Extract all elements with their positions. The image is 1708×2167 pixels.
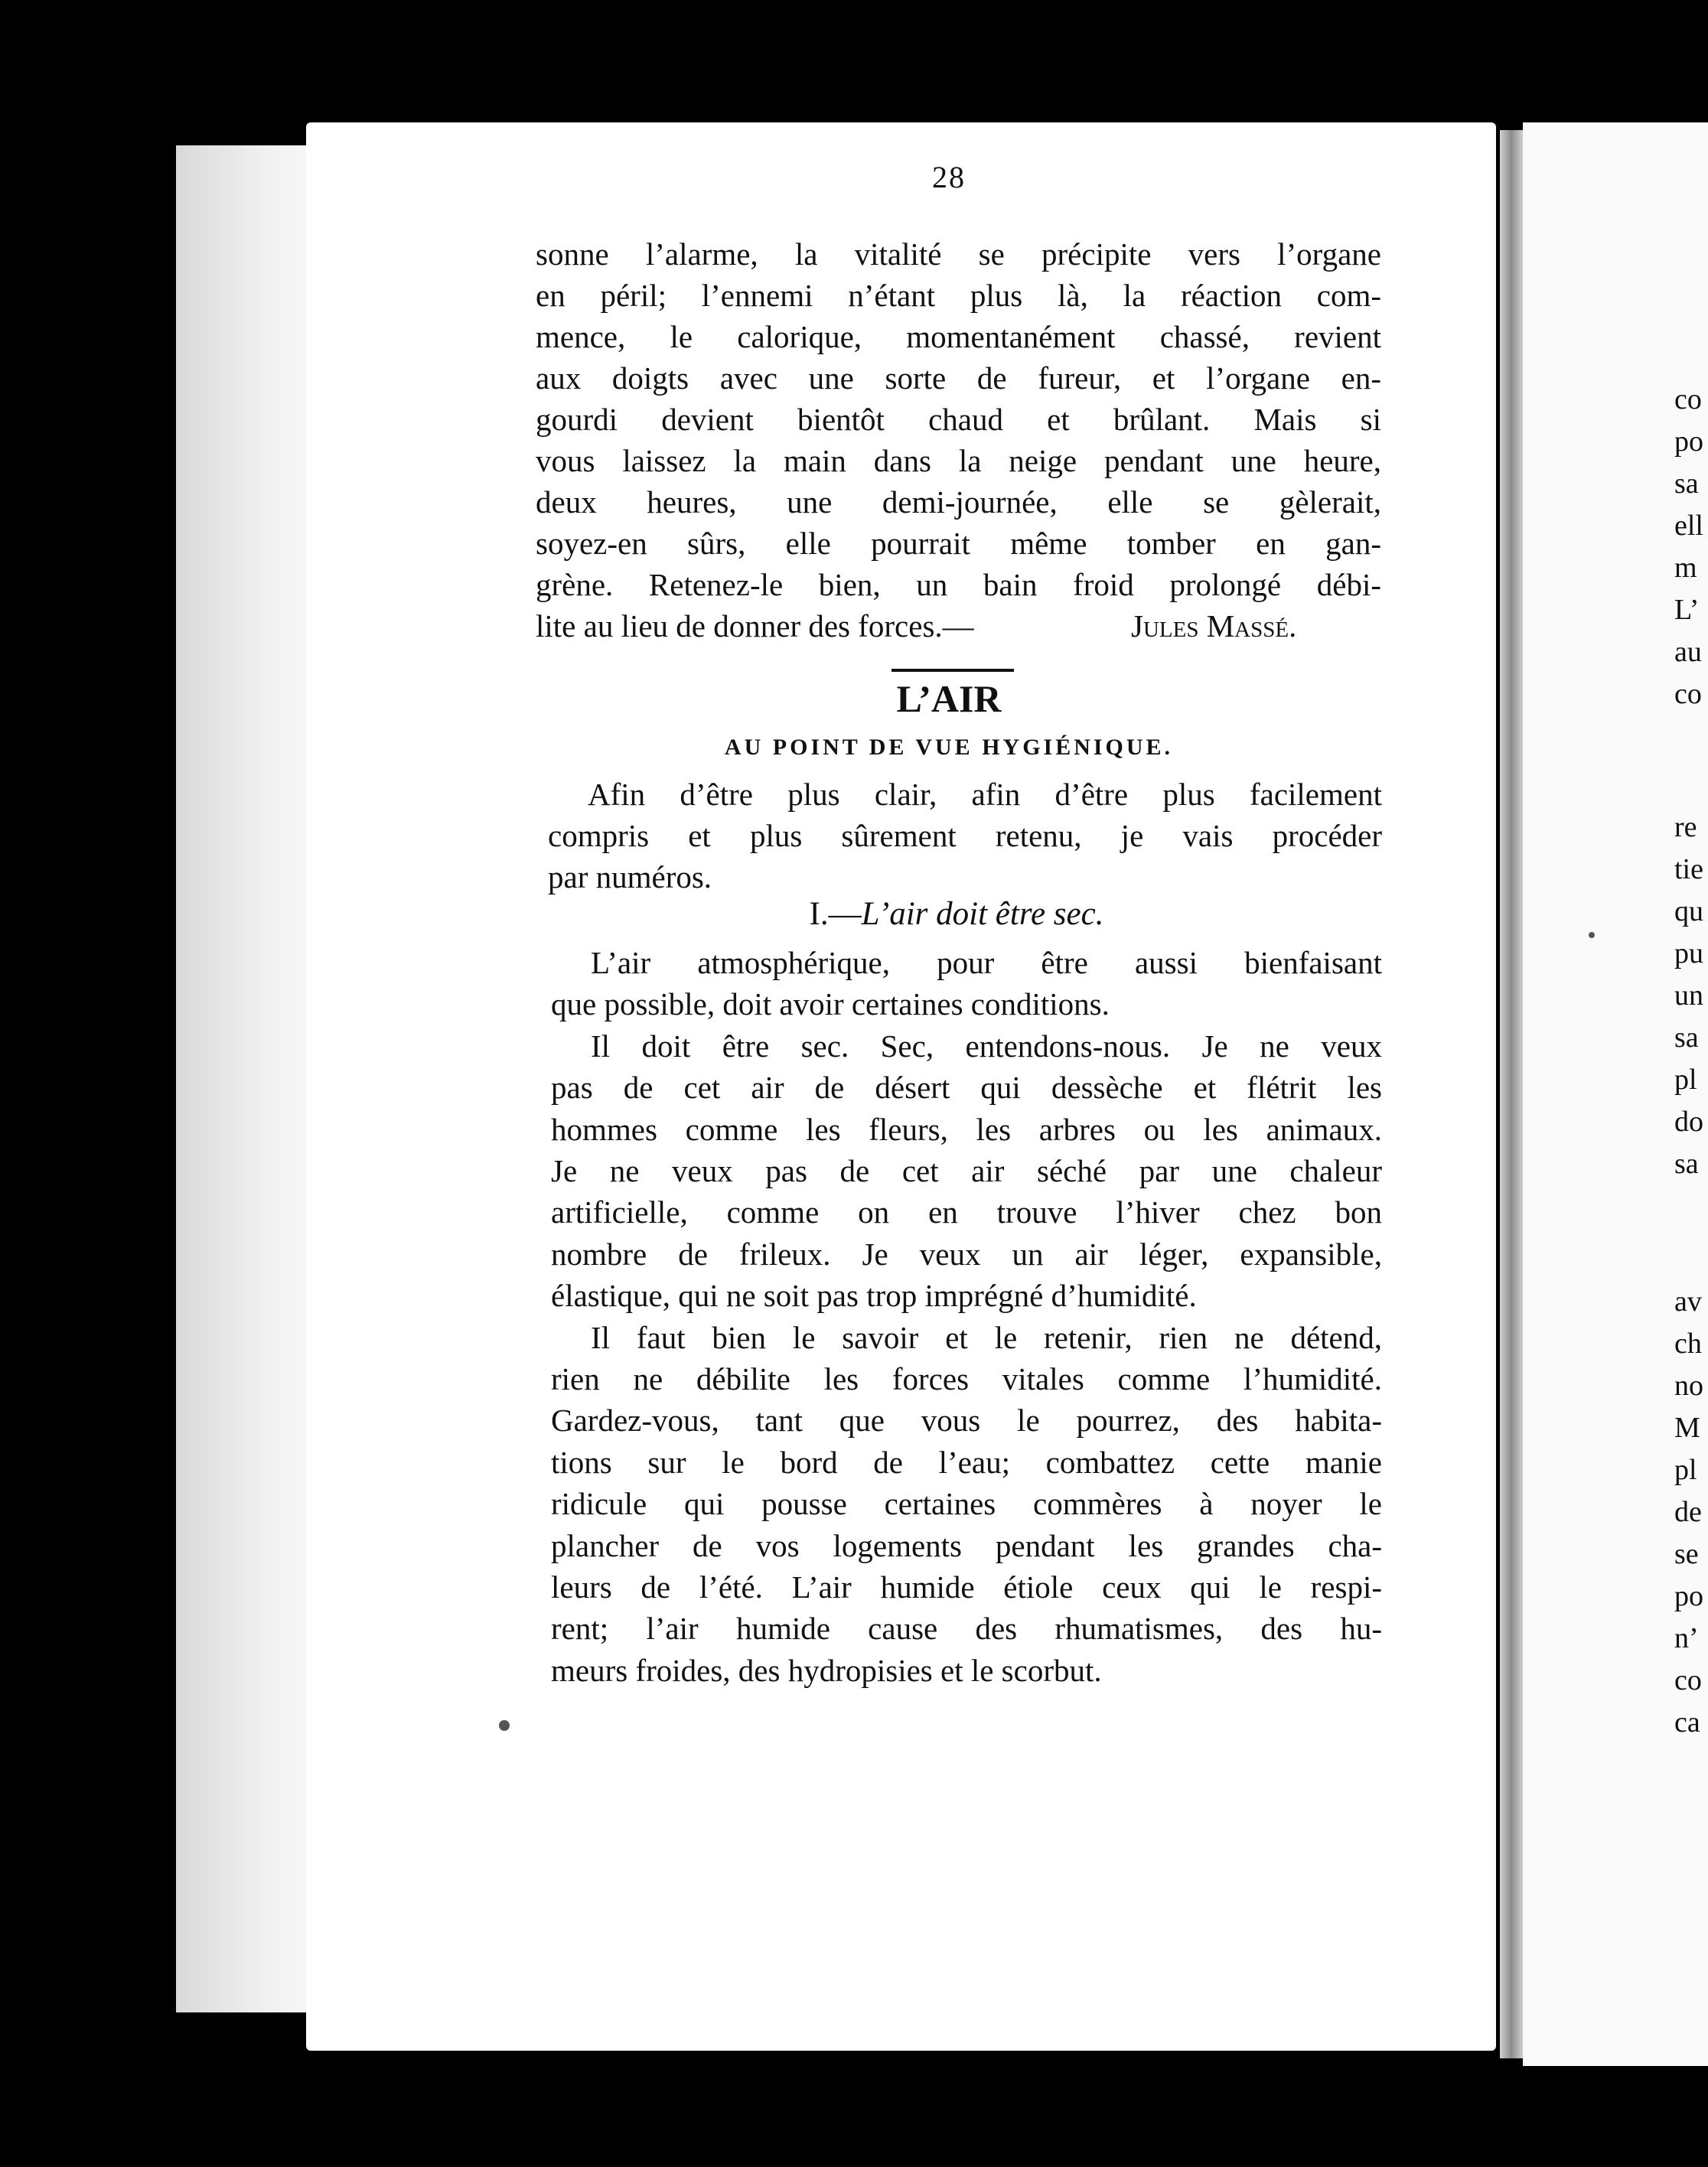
text-line: gourdi devient bientôt chaud et brûlant. Mais si — [536, 402, 1381, 437]
facing-page-fragment: po — [1674, 425, 1703, 458]
facing-page-fragment: M — [1674, 1412, 1700, 1444]
text-line: Je ne veux pas de cet air séché par une chaleur — [551, 1153, 1382, 1188]
facing-page-fragment: do — [1674, 1106, 1703, 1138]
facing-page-fragment: sa — [1674, 468, 1699, 500]
text-line: soyez-en sûrs, elle pourrait même tomber en gan- — [536, 526, 1381, 561]
text-line: nombre de frileux. Je veux un air léger, expansible, — [551, 1236, 1382, 1272]
facing-page-fragment: re — [1674, 811, 1697, 843]
text-line: grène. Retenez-le bien, un bain froid prolongé débi- — [536, 567, 1381, 602]
facing-page-fragment: tie — [1674, 853, 1703, 885]
text-line: élastique, qui ne soit pas trop imprégné d’humidité. — [551, 1278, 1197, 1314]
text-line: Afin d’être plus clair, afin d’être plus facilement — [588, 777, 1382, 812]
text-line: rent; l’air humide cause des rhumatismes, des hu- — [551, 1611, 1382, 1647]
text-line: L’air atmosphérique, pour être aussi bienfaisant — [591, 945, 1382, 980]
text-line: sonne l’alarme, la vitalité se précipite vers l’organe — [536, 236, 1381, 272]
author-signature: Jules Massé. — [1131, 608, 1297, 644]
ink-speck — [499, 1720, 510, 1731]
text-line: pas de cet air de désert qui dessèche et flétrit les — [551, 1070, 1382, 1106]
facing-page-fragment: no — [1674, 1370, 1703, 1402]
facing-page-fragment: n’ — [1674, 1622, 1699, 1654]
facing-page-fragment: co — [1674, 383, 1702, 415]
facing-page-fragment: po — [1674, 1580, 1703, 1612]
section-number: I.— — [809, 896, 862, 932]
text-line: que possible, doit avoir certaines conditions. — [551, 986, 1110, 1022]
facing-page-fragment: co — [1674, 1664, 1702, 1696]
facing-page-fragment: pl — [1674, 1064, 1697, 1096]
facing-page-fragment: m — [1674, 552, 1697, 584]
facing-page-fragment: qu — [1674, 895, 1703, 927]
facing-page-fragment: de — [1674, 1496, 1702, 1528]
page-number: 28 — [932, 160, 966, 194]
ink-speck — [1589, 932, 1595, 938]
facing-page-fragment: av — [1674, 1286, 1702, 1318]
facing-page-fragment: L’ — [1674, 594, 1700, 626]
text-line: Il faut bien le savoir et le retenir, rien ne détend, — [591, 1319, 1382, 1355]
title-rule — [891, 669, 1014, 672]
section-heading — [689, 895, 1224, 933]
facing-page-fragment: co — [1674, 678, 1702, 710]
facing-page-fragment: sa — [1674, 1148, 1699, 1180]
text-line: plancher de vos logements pendant les grandes cha- — [551, 1527, 1382, 1563]
text-line: tions sur le bord de l’eau; combattez cette manie — [551, 1444, 1382, 1480]
text-line: deux heures, une demi-journée, elle se gèlerait, — [536, 484, 1381, 520]
facing-page-fragment: ca — [1674, 1706, 1700, 1738]
facing-page-fragment: pu — [1674, 937, 1703, 969]
article-subtitle: AU POINT DE VUE HYGIÉNIQUE. — [724, 735, 1174, 760]
text-line: Il doit être sec. Sec, entendons-nous. Je ne veux — [591, 1028, 1382, 1064]
facing-page-fragment: ell — [1674, 510, 1703, 542]
text-line: lite au lieu de donner des forces.— — [536, 608, 974, 644]
text-line: hommes comme les fleurs, les arbres ou les animaux. — [551, 1111, 1382, 1147]
text-line: meurs froides, des hydropisies et le scorbut. — [551, 1652, 1102, 1688]
text-line: aux doigts avec une sorte de fureur, et l’organe en- — [536, 360, 1381, 396]
article-title: L’AIR — [896, 677, 1002, 720]
text-line: mence, le calorique, momentanément chassé, revient — [536, 319, 1381, 354]
text-line: en péril; l’ennemi n’étant plus là, la réaction com- — [536, 278, 1381, 313]
section-title: L’air doit être sec. — [861, 896, 1104, 932]
facing-page-fragment: au — [1674, 636, 1702, 668]
facing-page-fragment: un — [1674, 979, 1703, 1012]
facing-page-fragment: sa — [1674, 1022, 1699, 1054]
facing-page-fragment: se — [1674, 1538, 1699, 1570]
book-gutter — [1500, 130, 1523, 2058]
text-line: Gardez-vous, tant que vous le pourrez, des habita- — [551, 1403, 1382, 1439]
text-line: vous laissez la main dans la neige pendant une heure, — [536, 443, 1381, 478]
text-line: rien ne débilite les forces vitales comme l’humidité. — [551, 1361, 1382, 1396]
facing-page-fragment: pl — [1674, 1454, 1697, 1486]
text-line: artificielle, comme on en trouve l’hiver chez bon — [551, 1194, 1382, 1230]
text-line: compris et plus sûrement retenu, je vais procéder — [548, 818, 1382, 853]
facing-page-fragment: ch — [1674, 1328, 1702, 1360]
text-line: par numéros. — [548, 859, 712, 894]
text-line: ridicule qui pousse certaines commères à noyer le — [551, 1486, 1382, 1522]
text-line: leurs de l’été. L’air humide étiole ceux qui le respi- — [551, 1569, 1382, 1605]
